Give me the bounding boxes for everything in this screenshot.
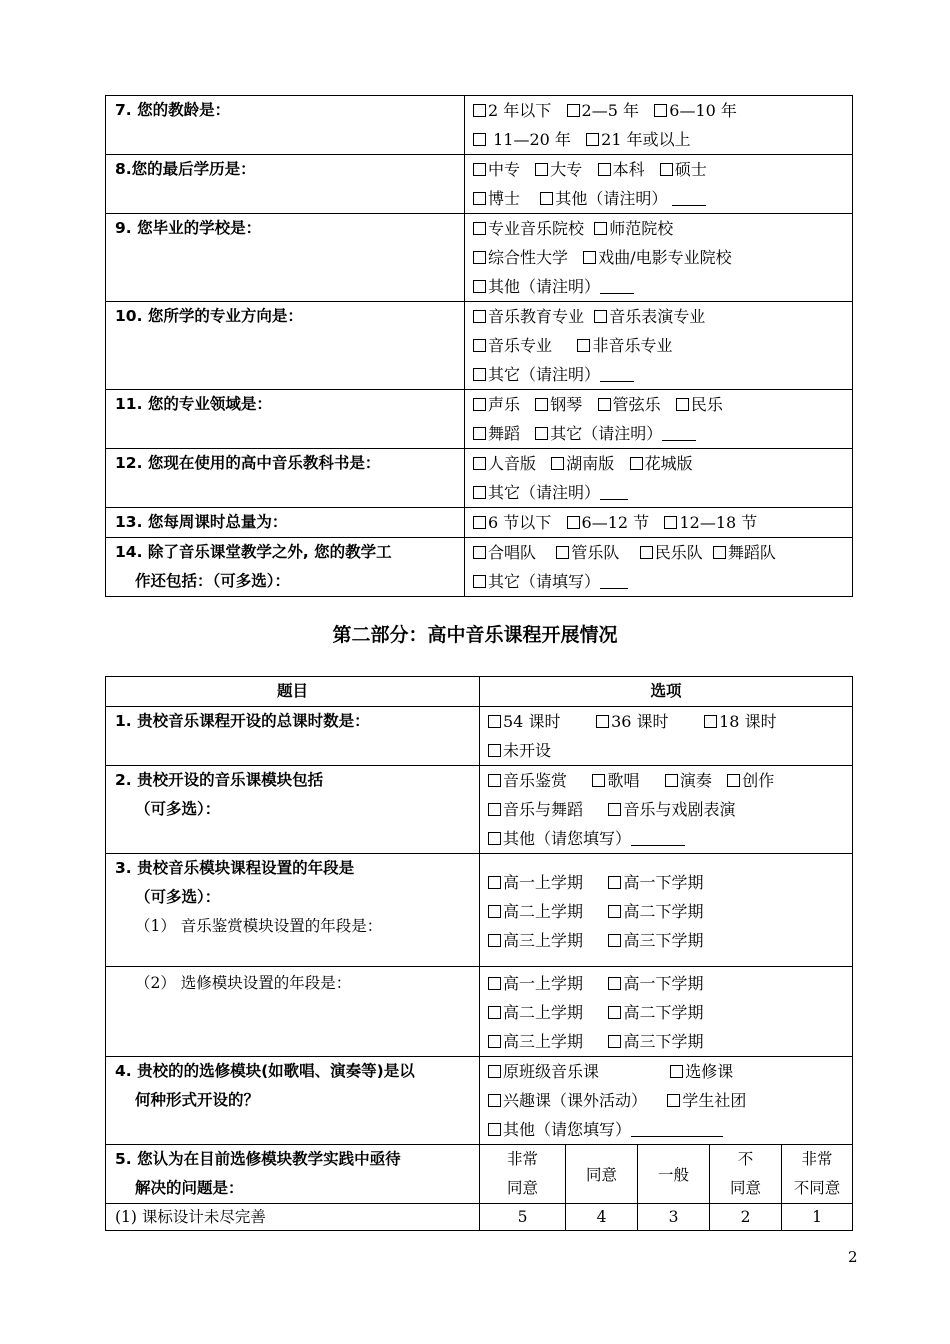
q14-option-5[interactable]: 其它（请填写） <box>473 567 600 596</box>
p2-item1-row <box>106 1204 853 1231</box>
checkbox-icon[interactable] <box>473 251 486 264</box>
q13-option-1[interactable]: 6 节以下 <box>473 508 551 537</box>
checkbox-icon[interactable] <box>473 368 486 381</box>
q7-row <box>106 96 853 155</box>
q10-option-1[interactable]: 音乐教育专业 <box>473 302 584 331</box>
checkbox-icon[interactable] <box>596 715 609 728</box>
p2-q3-row <box>106 854 853 967</box>
q14-label-line2: 作还包括：（可多选）： <box>135 572 291 590</box>
q12-row <box>106 449 853 508</box>
p2-q2-option-6[interactable]: 音乐与戏剧表演 <box>608 795 735 824</box>
q10-option-4[interactable]: 非音乐专业 <box>577 331 672 360</box>
checkbox-icon[interactable] <box>556 546 569 559</box>
checkbox-icon[interactable] <box>473 457 486 470</box>
part1-table <box>105 95 853 597</box>
checkbox-icon[interactable] <box>473 516 486 529</box>
checkbox-icon[interactable] <box>473 339 486 352</box>
q11-option-1[interactable]: 声乐 <box>473 390 520 419</box>
checkbox-icon[interactable] <box>473 222 486 235</box>
checkbox-icon[interactable] <box>488 977 501 990</box>
section-title: 第二部分：高中音乐课程开展情况 <box>332 624 618 646</box>
q11-fill-blank[interactable] <box>662 425 696 441</box>
q12-option-3[interactable]: 花城版 <box>630 449 693 478</box>
p2-q4-option-1[interactable]: 原班级音乐课 <box>488 1057 599 1086</box>
checkbox-icon[interactable] <box>713 546 726 559</box>
checkbox-icon[interactable] <box>488 744 501 757</box>
q9-option-4[interactable]: 戏曲/电影专业院校 <box>583 243 731 272</box>
checkbox-icon[interactable] <box>488 1035 501 1048</box>
q12-fill-blank[interactable] <box>600 484 628 500</box>
checkbox-icon[interactable] <box>488 1094 501 1107</box>
q9-option-5[interactable]: 其他（请注明） <box>473 272 600 301</box>
checkbox-icon[interactable] <box>594 310 607 323</box>
q7-option-1[interactable]: 2 年以下 <box>473 96 551 125</box>
checkbox-icon[interactable] <box>473 427 486 440</box>
q13-option-2[interactable]: 6—12 节 <box>567 508 650 537</box>
checkbox-icon[interactable] <box>488 715 501 728</box>
checkbox-icon[interactable] <box>473 398 486 411</box>
checkbox-icon[interactable] <box>473 192 486 205</box>
q8-option-4[interactable]: 硕士 <box>660 155 707 184</box>
q10-option-5[interactable]: 其它（请注明） <box>473 360 600 389</box>
checkbox-icon[interactable] <box>488 803 501 816</box>
p2-q3b-option-2[interactable]: 高一下学期 <box>608 969 703 998</box>
q14-option-2[interactable]: 管乐队 <box>556 538 619 567</box>
p2-q3-option-2[interactable]: 高一下学期 <box>608 868 703 897</box>
p2-q5-row <box>106 1145 853 1204</box>
p2-q3-option-6[interactable]: 高三下学期 <box>608 926 703 955</box>
q7-option-5[interactable]: 21 年或以上 <box>586 125 690 154</box>
checkbox-icon[interactable] <box>577 339 590 352</box>
scale-strongly-disagree: 非常 不同意 <box>782 1145 853 1204</box>
p2-q3b-option-4[interactable]: 高二下学期 <box>608 998 703 1027</box>
p2-q5-label-line2: 解决的问题是： <box>135 1179 244 1197</box>
checkbox-icon[interactable] <box>583 251 596 264</box>
rating-3[interactable]: 3 <box>638 1204 710 1231</box>
p2-q1-option-1[interactable]: 54 课时 <box>488 707 560 736</box>
checkbox-icon[interactable] <box>488 905 501 918</box>
checkbox-icon[interactable] <box>640 546 653 559</box>
checkbox-icon[interactable] <box>667 1094 680 1107</box>
p2-item1-label: (1) 课标设计未尽完善 <box>115 1208 266 1226</box>
checkbox-icon[interactable] <box>598 163 611 176</box>
checkbox-icon[interactable] <box>567 104 580 117</box>
rating-5[interactable]: 5 <box>480 1204 566 1231</box>
page-number: 2 <box>848 1248 858 1266</box>
checkbox-icon[interactable] <box>488 876 501 889</box>
q11-option-2[interactable]: 钢琴 <box>535 390 582 419</box>
q7-label: 7. 您的教龄是： <box>115 101 231 119</box>
checkbox-icon[interactable] <box>586 133 599 146</box>
q9-option-2[interactable]: 师范院校 <box>594 214 673 243</box>
p2-q3b-option-1[interactable]: 高一上学期 <box>488 969 583 998</box>
q10-option-3[interactable]: 音乐专业 <box>473 331 552 360</box>
checkbox-icon[interactable] <box>608 1006 621 1019</box>
checkbox-icon[interactable] <box>473 310 486 323</box>
checkbox-icon[interactable] <box>660 163 673 176</box>
p2-q4-option-2[interactable]: 选修课 <box>670 1057 733 1086</box>
q8-label: 8.您的最后学历是： <box>115 160 256 178</box>
p2-q4-option-3[interactable]: 兴趣课（课外活动） <box>488 1086 647 1115</box>
p2-q2-option-1[interactable]: 音乐鉴赏 <box>488 766 567 795</box>
p2-q5-label-line1: 5. 您认为在目前选修模块教学实践中亟待 <box>115 1150 401 1168</box>
q14-option-4[interactable]: 舞蹈队 <box>713 538 776 567</box>
checkbox-icon[interactable] <box>608 977 621 990</box>
checkbox-icon[interactable] <box>551 457 564 470</box>
q8-row <box>106 155 853 214</box>
p2-q4-option-5[interactable]: 其他（请您填写） <box>488 1115 631 1144</box>
q14-label-line1: 14. 除了音乐课堂教学之外, 您的教学工 <box>115 543 392 561</box>
q8-fill-blank[interactable] <box>672 190 706 206</box>
p2-q2-option-5[interactable]: 音乐与舞蹈 <box>488 795 583 824</box>
part2-table <box>105 676 853 1231</box>
q11-label: 11. 您的专业领域是： <box>115 395 272 413</box>
q14-fill-blank[interactable] <box>600 573 628 589</box>
q9-label: 9. 您毕业的学校是： <box>115 219 262 237</box>
header-options: 选项 <box>650 682 682 700</box>
p2-q2-option-3[interactable]: 演奏 <box>665 766 712 795</box>
checkbox-icon[interactable] <box>535 398 548 411</box>
q7-option-4[interactable]: 11—20 年 <box>473 125 571 154</box>
p2-q3-option-4[interactable]: 高二下学期 <box>608 897 703 926</box>
q10-fill-blank[interactable] <box>600 366 634 382</box>
checkbox-icon[interactable] <box>630 457 643 470</box>
checkbox-icon[interactable] <box>473 546 486 559</box>
scale-strongly-agree: 非常 同意 <box>480 1145 566 1204</box>
p2-q2-option-7[interactable]: 其他（请您填写） <box>488 824 631 853</box>
q12-label: 12. 您现在使用的高中音乐教科书是： <box>115 454 381 472</box>
checkbox-icon[interactable] <box>473 575 486 588</box>
checkbox-icon[interactable] <box>473 104 486 117</box>
q8-option-3[interactable]: 本科 <box>598 155 645 184</box>
checkbox-icon[interactable] <box>535 427 548 440</box>
q7-option-2[interactable]: 2—5 年 <box>567 96 639 125</box>
checkbox-icon[interactable] <box>473 163 486 176</box>
checkbox-icon[interactable] <box>488 1123 501 1136</box>
q8-option-5[interactable]: 博士 <box>473 184 520 213</box>
q12-option-4[interactable]: 其它（请注明） <box>473 478 600 507</box>
checkbox-icon[interactable] <box>488 774 501 787</box>
q9-row <box>106 214 853 302</box>
checkbox-icon[interactable] <box>488 934 501 947</box>
q11-option-3[interactable]: 管弦乐 <box>598 390 661 419</box>
rating-1[interactable]: 1 <box>782 1204 853 1231</box>
checkbox-icon[interactable] <box>592 774 605 787</box>
checkbox-icon[interactable] <box>608 876 621 889</box>
q14-option-1[interactable]: 合唱队 <box>473 538 536 567</box>
p2-q1-option-4[interactable]: 未开设 <box>488 736 551 765</box>
q7-option-3[interactable]: 6—10 年 <box>654 96 737 125</box>
q9-fill-blank[interactable] <box>600 278 634 294</box>
q10-row <box>106 302 853 390</box>
q11-option-4[interactable]: 民乐 <box>676 390 723 419</box>
p2-q3-sub1-label: （1） 音乐鉴赏模块设置的年段是： <box>135 917 383 935</box>
checkbox-icon[interactable] <box>665 774 678 787</box>
p2-q3b-option-6[interactable]: 高三下学期 <box>608 1027 703 1056</box>
checkbox-icon[interactable] <box>654 104 667 117</box>
q13-row <box>106 508 853 538</box>
checkbox-icon[interactable] <box>598 398 611 411</box>
checkbox-icon[interactable] <box>535 163 548 176</box>
p2-q3-option-5[interactable]: 高三上学期 <box>488 926 583 955</box>
checkbox-icon[interactable] <box>727 774 740 787</box>
checkbox-icon[interactable] <box>473 486 486 499</box>
scale-disagree: 不 同意 <box>710 1145 782 1204</box>
p2-q1-row <box>106 707 853 766</box>
p2-q3-option-1[interactable]: 高一上学期 <box>488 868 583 897</box>
checkbox-icon[interactable] <box>670 1065 683 1078</box>
checkbox-icon[interactable] <box>608 934 621 947</box>
p2-q3b-option-3[interactable]: 高二上学期 <box>488 998 583 1027</box>
rating-2[interactable]: 2 <box>710 1204 782 1231</box>
p2-q3b-row <box>106 967 853 1057</box>
q12-option-1[interactable]: 人音版 <box>473 449 536 478</box>
p2-q4-fill-blank[interactable] <box>631 1121 723 1137</box>
checkbox-icon[interactable] <box>608 1035 621 1048</box>
p2-q4-row <box>106 1057 853 1145</box>
checkbox-icon[interactable] <box>540 192 553 205</box>
p2-q2-option-2[interactable]: 歌唱 <box>592 766 639 795</box>
q10-label: 10. 您所学的专业方向是： <box>115 307 303 325</box>
checkbox-icon[interactable] <box>488 1006 501 1019</box>
checkbox-icon[interactable] <box>473 280 486 293</box>
p2-q3-option-3[interactable]: 高二上学期 <box>488 897 583 926</box>
scale-agree: 同意 <box>566 1145 638 1204</box>
q12-option-2[interactable]: 湖南版 <box>551 449 614 478</box>
q8-option-2[interactable]: 大专 <box>535 155 582 184</box>
q9-option-1[interactable]: 专业音乐院校 <box>473 214 584 243</box>
p2-q2-option-4[interactable]: 创作 <box>727 766 774 795</box>
checkbox-icon[interactable] <box>704 715 717 728</box>
p2-q4-option-4[interactable]: 学生社团 <box>667 1086 746 1115</box>
checkbox-icon[interactable] <box>594 222 607 235</box>
p2-q2-fill-blank[interactable] <box>631 830 685 846</box>
q11-row <box>106 390 853 449</box>
checkbox-icon[interactable] <box>567 516 580 529</box>
p2-q2-label-line1: 2. 贵校开设的音乐课模块包括 <box>115 771 324 789</box>
p2-q1-option-2[interactable]: 36 课时 <box>596 707 668 736</box>
q11-option-5[interactable]: 舞蹈 <box>473 419 520 448</box>
scale-neutral: 一般 <box>638 1145 710 1204</box>
q8-option-6[interactable]: 其他（请注明） <box>540 184 667 213</box>
q8-option-1[interactable]: 中专 <box>473 155 520 184</box>
q10-option-2[interactable]: 音乐表演专业 <box>594 302 705 331</box>
checkbox-icon[interactable] <box>473 133 486 146</box>
q13-option-3[interactable]: 12—18 节 <box>664 508 757 537</box>
p2-q3-label-line1: 3. 贵校音乐模块课程设置的年段是 <box>115 859 355 877</box>
p2-q3b-option-5[interactable]: 高三上学期 <box>488 1027 583 1056</box>
checkbox-icon[interactable] <box>664 516 677 529</box>
checkbox-icon[interactable] <box>488 832 501 845</box>
rating-4[interactable]: 4 <box>566 1204 638 1231</box>
p2-q1-label: 1. 贵校音乐课程开设的总课时数是： <box>115 712 370 730</box>
q9-option-3[interactable]: 综合性大学 <box>473 243 568 272</box>
p2-q3-sub2-label: （2） 选修模块设置的年段是： <box>135 974 352 992</box>
checkbox-icon[interactable] <box>608 905 621 918</box>
checkbox-icon[interactable] <box>676 398 689 411</box>
q14-option-3[interactable]: 民乐队 <box>640 538 703 567</box>
p2-q2-row <box>106 766 853 854</box>
p2-q4-label-line2: 何种形式开设的？ <box>135 1091 260 1109</box>
q13-label: 13. 您每周课时总量为： <box>115 513 288 531</box>
checkbox-icon[interactable] <box>608 803 621 816</box>
p2-q2-label-line2: （可多选）： <box>135 800 221 818</box>
p2-q3-label-line2: （可多选）： <box>135 888 221 906</box>
header-topic: 题目 <box>276 682 308 700</box>
q11-option-6[interactable]: 其它（请注明） <box>535 419 662 448</box>
p2-q4-label-line1: 4. 贵校的的选修模块(如歌唱、演奏等)是以 <box>115 1062 415 1080</box>
checkbox-icon[interactable] <box>488 1065 501 1078</box>
part2-header-row <box>106 677 853 707</box>
p2-q1-option-3[interactable]: 18 课时 <box>704 707 776 736</box>
q14-row <box>106 538 853 597</box>
